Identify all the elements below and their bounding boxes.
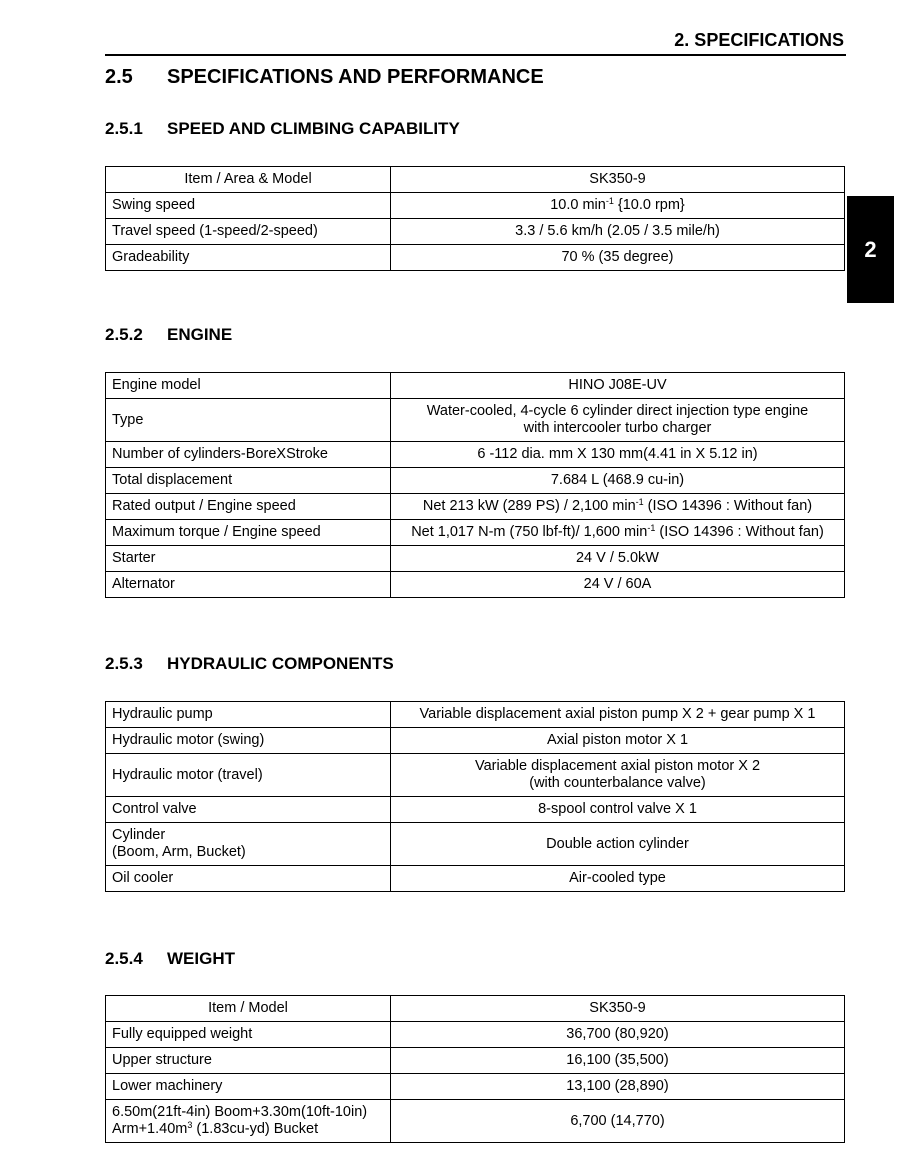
table-row bbox=[106, 866, 845, 892]
row-value: 10.0 $\min^{-1} \{10.0$ rpm} bbox=[391, 193, 845, 219]
row-value: 6 -112 dia. mm X 130 mm(4.41 in X 5.12 in) bbox=[391, 442, 845, 468]
chapter-header: 2. SPECIFICATIONS bbox=[674, 30, 844, 50]
hydraulic-table bbox=[105, 701, 845, 892]
header-item-cell: Item / Area & Model bbox=[106, 167, 391, 193]
header-model-cell: SK350-9 bbox=[391, 996, 845, 1022]
table-row bbox=[106, 797, 845, 823]
row-label: Upper structure bbox=[106, 1048, 391, 1074]
row-label: Total displacement bbox=[106, 468, 391, 494]
row-label: Lower machinery bbox=[106, 1074, 391, 1100]
row-label: Maximum torque / Engine speed bbox=[106, 520, 391, 546]
row-value: Air-cooled type bbox=[391, 866, 845, 892]
row-value: Variable displacement axial piston pump X 2 + gear pump X 1 bbox=[391, 702, 845, 728]
row-value: 3.3 / 5.6 km/h (2.05 / 3.5 mile/h) bbox=[391, 219, 845, 245]
table-row bbox=[106, 1048, 845, 1074]
row-value: 6,700 (14,770) bbox=[391, 1100, 845, 1143]
row-label: Hydraulic pump bbox=[106, 702, 391, 728]
row-label: Rated output / Engine speed bbox=[106, 494, 391, 520]
chapter-tab-number: 2 bbox=[864, 236, 877, 262]
table-row bbox=[106, 546, 845, 572]
chapter-tab bbox=[847, 196, 894, 303]
row-value: 8-spool control valve X 1 bbox=[391, 797, 845, 823]
table-row bbox=[106, 1022, 845, 1048]
subsection-heading-engine bbox=[105, 325, 232, 345]
subsection-number: 2.5.4 bbox=[105, 949, 143, 968]
subsection-heading-weight bbox=[105, 949, 235, 969]
row-value: 24 V / 5.0kW bbox=[391, 546, 845, 572]
row-value: 16,100 (35,500) bbox=[391, 1048, 845, 1074]
subsection-title: HYDRAULIC COMPONENTS bbox=[167, 654, 394, 673]
table-row bbox=[106, 442, 845, 468]
table-row bbox=[106, 219, 845, 245]
row-value: 24 V / 60A bbox=[391, 572, 845, 598]
table-row bbox=[106, 702, 845, 728]
row-label: Travel speed (1-speed/2-speed) bbox=[106, 219, 391, 245]
section-title: SPECIFICATIONS AND PERFORMANCE bbox=[167, 66, 544, 88]
row-value: 13,100 (28,890) bbox=[391, 1074, 845, 1100]
row-label: Alternator bbox=[106, 572, 391, 598]
table-row bbox=[106, 1100, 845, 1143]
row-value: HINO J08E-UV bbox=[391, 373, 845, 399]
weight-table bbox=[105, 995, 845, 1143]
header-item-cell: Item / Model bbox=[106, 996, 391, 1022]
row-label: Cylinder (Boom, Arm, Bucket) bbox=[106, 823, 391, 866]
row-label: Hydraulic motor (swing) bbox=[106, 728, 391, 754]
subsection-title: ENGINE bbox=[167, 325, 233, 344]
row-label: Number of cylinders-BoreXStroke bbox=[106, 442, 391, 468]
row-label: Swing speed bbox=[106, 193, 391, 219]
engine-table bbox=[105, 372, 845, 598]
row-value: 70 % (35 degree) bbox=[391, 245, 845, 271]
row-label: 6.50m(21ft-4in) Boom+3.30m(10ft-10in) $Arm+1.40m^3$ (1.83cu-yd) Bucket bbox=[106, 1100, 391, 1143]
header-model-cell: SK350-9 bbox=[391, 167, 845, 193]
subsection-title: SPEED AND CLIMBING CAPABILITY bbox=[167, 119, 460, 138]
table-row bbox=[106, 494, 845, 520]
subsection-number: 2.5.2 bbox=[105, 325, 143, 344]
subsection-number: 2.5.3 bbox=[105, 654, 143, 673]
subsection-number: 2.5.1 bbox=[105, 119, 143, 138]
row-value: 36,700 (80,920) bbox=[391, 1022, 845, 1048]
header-rule bbox=[105, 54, 846, 56]
row-label: Gradeability bbox=[106, 245, 391, 271]
table-row bbox=[106, 520, 845, 546]
table-row bbox=[106, 468, 845, 494]
row-label: Hydraulic motor (travel) bbox=[106, 754, 391, 797]
row-label: Control valve bbox=[106, 797, 391, 823]
table-row bbox=[106, 245, 845, 271]
row-value: Double action cylinder bbox=[391, 823, 845, 866]
table-row bbox=[106, 754, 845, 797]
row-value: Water-cooled, 4-cycle 6 cylinder direct injection type engine with intercooler turbo charger bbox=[391, 399, 845, 442]
table-row bbox=[106, 1074, 845, 1100]
row-value: Variable displacement axial piston motor X 2 (with counterbalance valve) bbox=[391, 754, 845, 797]
row-label: Starter bbox=[106, 546, 391, 572]
table-row bbox=[106, 399, 845, 442]
table-row bbox=[106, 193, 845, 219]
row-label: Oil cooler bbox=[106, 866, 391, 892]
table-header-row bbox=[106, 996, 845, 1022]
row-label: Fully equipped weight bbox=[106, 1022, 391, 1048]
row-value: Axial piston motor X 1 bbox=[391, 728, 845, 754]
table-row bbox=[106, 728, 845, 754]
table-row bbox=[106, 373, 845, 399]
subsection-heading-hydraulic bbox=[105, 654, 394, 674]
subsection-title: WEIGHT bbox=[167, 949, 235, 968]
table-row bbox=[106, 823, 845, 866]
table-row bbox=[106, 572, 845, 598]
row-value: 7.684 L (468.9 cu-in) bbox=[391, 468, 845, 494]
section-number: 2.5 bbox=[105, 66, 133, 88]
row-value: Net 1,017 N-m (750 lbf-ft)/ 1,600 $\min^{-1} (ISO$ 14396 : Without fan) bbox=[391, 520, 845, 546]
row-label: Engine model bbox=[106, 373, 391, 399]
speed-table bbox=[105, 166, 845, 271]
subsection-heading-speed bbox=[105, 119, 460, 139]
section-heading bbox=[105, 66, 544, 89]
row-value: Net 213 kW (289 PS) / 2,100 $\min^{-1} (ISO$ 14396 : Without fan) bbox=[391, 494, 845, 520]
table-header-row bbox=[106, 167, 845, 193]
row-label: Type bbox=[106, 399, 391, 442]
